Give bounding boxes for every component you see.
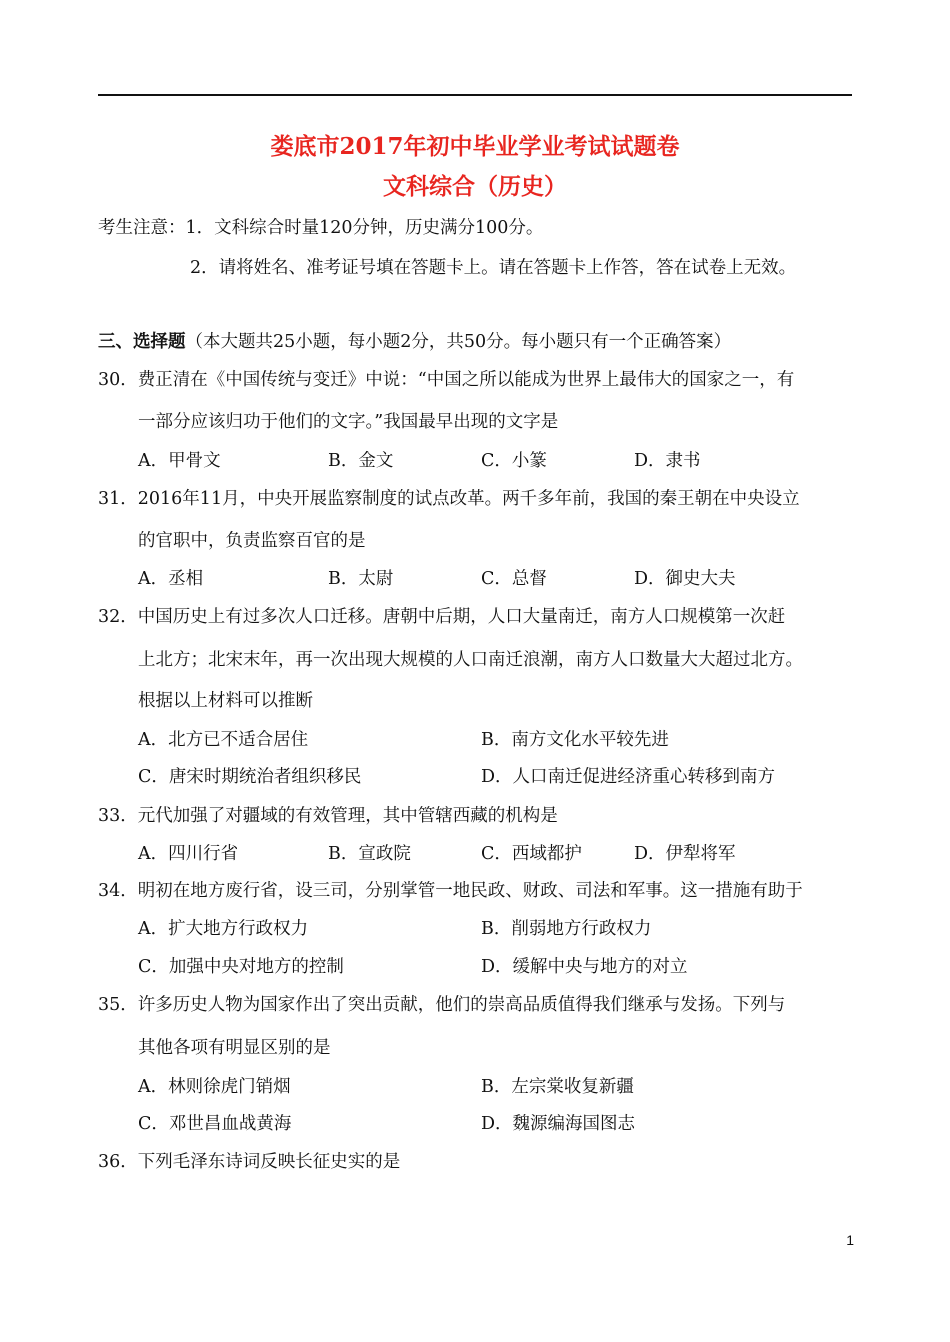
question-36-line-1: 36．下列毛泽东诗词反映长征史实的是 (98, 1152, 401, 1172)
question-34-option-c: C．加强中央对地方的控制 (138, 957, 344, 977)
section-header (98, 330, 731, 354)
question-33-option-d: D．伊犁将军 (634, 844, 736, 864)
question-32-line-3: 根据以上材料可以推断 (138, 691, 313, 711)
question-35-line-2: 其他各项有明显区别的是 (138, 1038, 331, 1058)
header-rule (98, 94, 852, 96)
section-instruction: （本大题共25小题，每小题2分，共50分。每小题只有一个正确答案） (185, 332, 732, 352)
question-32-line-2: 上北方；北宋末年，再一次出现大规模的人口南迁浪潮，南方人口数量大大超过北方。 (138, 650, 803, 670)
question-34-option-a: A．扩大地方行政权力 (138, 919, 309, 939)
question-30-option-c: C．小篆 (481, 451, 547, 471)
question-32-option-b: B．南方文化水平较先进 (481, 730, 669, 750)
question-35-option-c: C．邓世昌血战黄海 (138, 1114, 292, 1134)
question-34-line-1: 34．明初在地方废行省，设三司，分别掌管一地民政、财政、司法和军事。这一措施有助于 (98, 881, 803, 901)
question-34-option-b: B．削弱地方行政权力 (481, 919, 652, 939)
exam-title: 娄底市2017年初中毕业学业考试试题卷 (270, 133, 680, 160)
exam-subtitle: 文科综合（历史） (383, 173, 567, 200)
notice-line-2: 2．请将姓名、准考证号填在答题卡上。请在答题卡上作答，答在试卷上无效。 (190, 258, 797, 278)
question-31-option-d: D．御史大夫 (634, 569, 736, 589)
question-30-line-2: 一部分应该归功于他们的文字。”我国最早出现的文字是 (138, 412, 559, 432)
question-31-line-1: 31．2016年11月，中央开展监察制度的试点改革。两千多年前，我国的秦王朝在中央设立 (98, 489, 800, 509)
question-35-option-a: A．林则徐虎门销烟 (138, 1077, 291, 1097)
question-31-option-b: B．太尉 (328, 569, 394, 589)
question-30-option-b: B．金文 (328, 451, 394, 471)
question-32-option-a: A．北方已不适合居住 (138, 730, 309, 750)
question-34-option-d: D．缓解中央与地方的对立 (481, 957, 688, 977)
question-33-option-c: C．西域都护 (481, 844, 582, 864)
question-30-option-d: D．隶书 (634, 451, 701, 471)
notice-line-1: 考生注意：1．文科综合时量120分钟，历史满分100分。 (98, 218, 544, 238)
question-33-line-1: 33．元代加强了对疆域的有效管理，其中管辖西藏的机构是 (98, 806, 558, 826)
question-35-line-1: 35．许多历史人物为国家作出了突出贡献，他们的崇高品质值得我们继承与发扬。下列与 (98, 995, 786, 1015)
question-32-option-c: C．唐宋时期统治者组织移民 (138, 767, 362, 787)
question-30-option-a: A．甲骨文 (138, 451, 221, 471)
question-31-option-a: A．丞相 (138, 569, 204, 589)
question-31-option-c: C．总督 (481, 569, 547, 589)
question-32-line-1: 32．中国历史上有过多次人口迁移。唐朝中后期，人口大量南迁，南方人口规模第一次赶 (98, 607, 786, 627)
question-30-line-1: 30．费正清在《中国传统与变迁》中说：“中国之所以能成为世界上最伟大的国家之一，有 (98, 370, 795, 390)
question-33-option-b: B．宣政院 (328, 844, 411, 864)
question-32-option-d: D．人口南迁促进经济重心转移到南方 (481, 767, 776, 787)
question-35-option-d: D．魏源编海国图志 (481, 1114, 636, 1134)
question-31-line-2: 的官职中，负责监察百官的是 (138, 531, 366, 551)
page-number: 1 (846, 1232, 854, 1248)
question-33-option-a: A．四川行省 (138, 844, 239, 864)
section-heading: 三、选择题 (98, 332, 186, 352)
question-35-option-b: B．左宗棠收复新疆 (481, 1077, 634, 1097)
